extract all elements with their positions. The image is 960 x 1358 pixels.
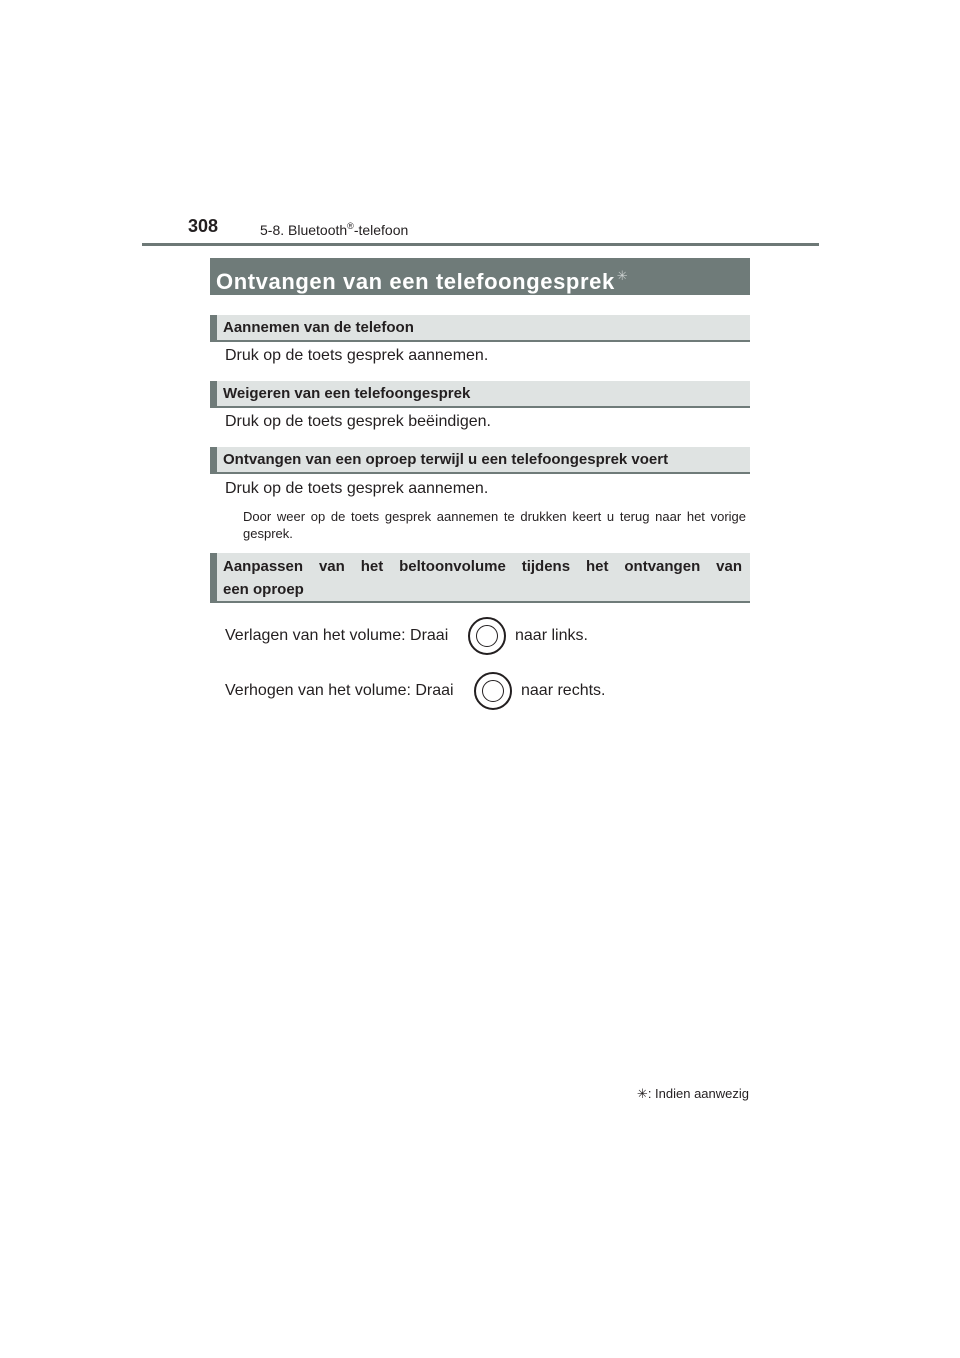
section-heading-reject: Weigeren van een telefoongesprek bbox=[210, 381, 750, 408]
footnote-text: : Indien aanwezig bbox=[647, 1086, 749, 1101]
section-heading-line2: een oproep bbox=[223, 581, 304, 598]
page-title bbox=[210, 258, 750, 295]
section-body-answer: Druk op de toets gesprek aannemen. bbox=[225, 347, 489, 364]
section-note-call-waiting: Door weer op de toets gesprek aannemen te drukken keert u terug naar het vorige gesprek. bbox=[243, 509, 746, 541]
availability-marker: ✳ bbox=[616, 268, 629, 283]
page-title-text: Ontvangen van een telefoongesprek bbox=[216, 269, 615, 294]
breadcrumb bbox=[260, 221, 408, 238]
volume-lower-before: Verlagen van het volume: Draai bbox=[225, 627, 449, 644]
volume-lower-after: naar links. bbox=[515, 627, 588, 644]
section-heading-ringtone-volume bbox=[210, 553, 750, 603]
section-heading-line1: Aanpassen van het beltoonvolume tijdens het ontvangen van bbox=[223, 558, 742, 575]
page-number: 308 bbox=[188, 216, 219, 236]
volume-raise-after: naar rechts. bbox=[521, 682, 606, 699]
footnote bbox=[637, 1086, 749, 1102]
breadcrumb-section: 5-8. Bluetooth bbox=[260, 222, 348, 238]
section-heading-call-waiting: Ontvangen van een oproep terwijl u een telefoongesprek voert bbox=[210, 447, 750, 474]
volume-raise-before: Verhogen van het volume: Draai bbox=[225, 682, 454, 699]
registered-mark: ® bbox=[347, 221, 354, 231]
section-body-call-waiting: Druk op de toets gesprek aannemen. bbox=[225, 480, 489, 497]
section-heading-answer: Aannemen van de telefoon bbox=[210, 315, 750, 342]
volume-knob-icon bbox=[468, 617, 506, 655]
breadcrumb-suffix: -telefoon bbox=[353, 222, 409, 238]
footnote-marker: ✳ bbox=[636, 1086, 648, 1101]
header-rule bbox=[142, 243, 819, 246]
volume-knob-icon bbox=[474, 672, 512, 710]
section-body-reject: Druk op de toets gesprek beëindigen. bbox=[225, 413, 491, 430]
